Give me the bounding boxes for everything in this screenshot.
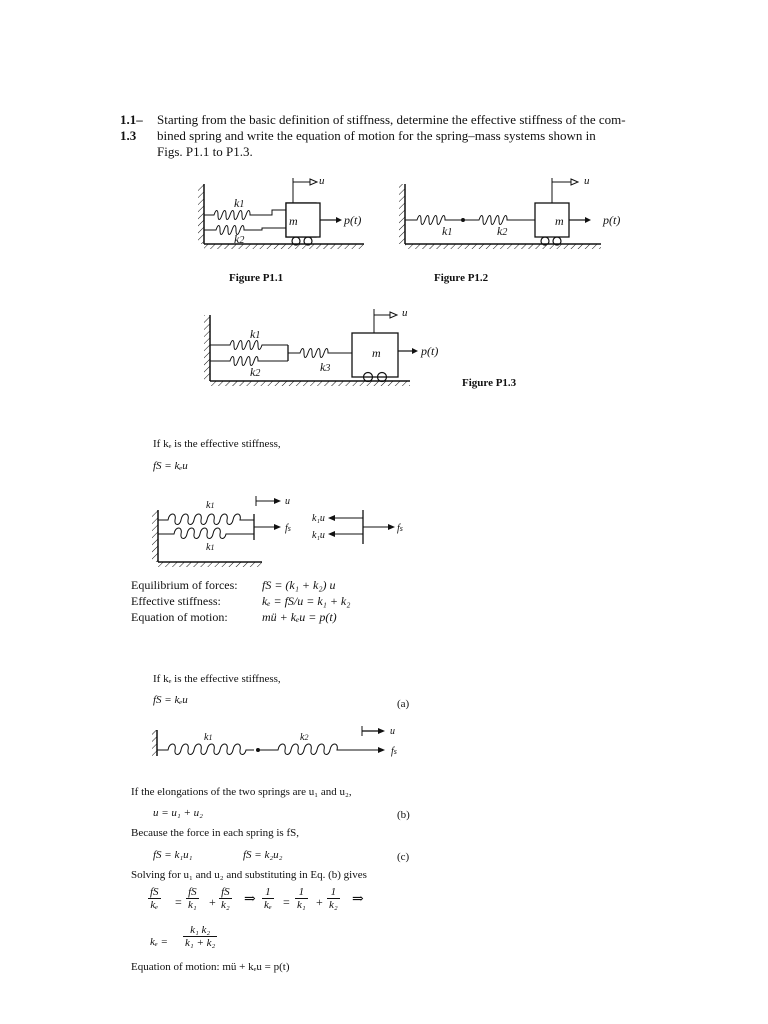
sol1-intro: If kₑ is the effective stiffness, bbox=[153, 438, 281, 450]
fig12-mass-label: m bbox=[555, 214, 564, 228]
frac-fs-over-k2: $\frac{fS}{\text{k₂}}$ bbox=[221, 886, 230, 911]
sol2-u-label: u bbox=[390, 726, 395, 737]
sol1-u-label: u bbox=[285, 496, 290, 507]
fig11-p-label: p(t) bbox=[344, 213, 362, 227]
sol2-eq-b: u = u₁ + u₂ bbox=[153, 807, 203, 819]
fig13-k2-label: k2 bbox=[250, 365, 261, 379]
sol2-k2-label: k2 bbox=[300, 732, 309, 743]
sol1-k1u-label: k₁u bbox=[312, 513, 325, 524]
figure-p1-2-diagram bbox=[395, 170, 615, 260]
frac-1-over-k2: $\frac{1}{\text{k₂}}$ bbox=[329, 886, 338, 911]
wall-hatch bbox=[198, 184, 204, 244]
problem-line-3: Figs. P1.1 to P1.3. bbox=[157, 144, 253, 159]
fig13-p-label: p(t) bbox=[421, 344, 439, 358]
spring-k2 bbox=[260, 744, 358, 755]
fig13-k3-label: k3 bbox=[320, 360, 331, 374]
sol1-row-label-2: Effective stiffness: bbox=[131, 594, 221, 608]
sol1-row-eq-2: kₑ = fS/u = k₁ + k₂ bbox=[262, 594, 351, 608]
sol2-eom: Equation of motion: mü + kₑu = p(t) bbox=[131, 961, 290, 973]
spring-k2 bbox=[204, 226, 286, 235]
frac-1-over-ke: $\frac{1}{\text{kₑ}}$ bbox=[264, 886, 272, 911]
u-arrow-head bbox=[310, 179, 317, 185]
sol1-k2-label: k1 bbox=[206, 542, 215, 553]
fig13-k1-label: k1 bbox=[250, 327, 261, 341]
sol2-force-text: Because the force in each spring is fS, bbox=[131, 827, 299, 839]
frac-fs-over-k1: $\frac{fS}{\text{k₁}}$ bbox=[188, 886, 197, 911]
spring-k1 bbox=[210, 341, 288, 350]
sol2-tag-c: (c) bbox=[397, 851, 410, 863]
sol2-tag-b: (b) bbox=[397, 809, 410, 821]
sol2-eq-c1: fS = k₁u₁ bbox=[153, 849, 193, 861]
frac-arrow-2: ⇒ bbox=[352, 892, 364, 907]
sol1-fs-right-label: fs bbox=[397, 523, 403, 534]
frac-fs-over-ke: $\frac{fS}{\text{kₑ}}$ bbox=[150, 886, 159, 911]
fig13-u-label: u bbox=[402, 307, 408, 319]
problem-line-2: bined spring and write the equation of motion for the spring–mass systems shown in bbox=[157, 128, 596, 143]
figure-p1-3-diagram bbox=[200, 305, 420, 395]
sol1-row-label-3: Equation of motion: bbox=[131, 610, 228, 624]
sol2-fs-eq: fS = kₑu bbox=[153, 694, 188, 706]
frac-plus-2: + bbox=[316, 895, 323, 909]
figure-p1-1-diagram bbox=[190, 170, 370, 260]
frac-arrow-1: ⇒ bbox=[244, 892, 256, 907]
fig11-k2-label: k2 bbox=[234, 232, 245, 246]
fig12-p-label: p(t) bbox=[603, 213, 621, 227]
ke-result-fraction: $\frac{\text{k₁ k₂}}{\text{k₁ + k₂}}$ bbox=[185, 924, 216, 949]
p-arrow-head bbox=[336, 217, 342, 223]
frac-eq-2: = bbox=[283, 895, 290, 909]
spring-k2 bbox=[210, 357, 288, 366]
sol2-solving-text: Solving for u₁ and u₂ and substituting in Eq. (b) gives bbox=[131, 869, 367, 881]
figure-caption-p1-3: Figure P1.3 bbox=[462, 377, 517, 389]
sol1-k2u-label: k₁u bbox=[312, 530, 325, 541]
sol2-intro: If kₑ is the effective stiffness, bbox=[153, 673, 281, 685]
problem-line-1: Starting from the basic definition of stiffness, determine the effective stiffness of the com- bbox=[157, 112, 626, 127]
sol2-fs-label: fs bbox=[391, 746, 397, 757]
sol2-elong-text: If the elongations of the two springs are u₁ and u₂, bbox=[131, 786, 352, 798]
sol1-row-label-1: Equilibrium of forces: bbox=[131, 578, 238, 592]
figure-caption-p1-1: Figure P1.1 bbox=[229, 272, 284, 284]
sol2-eq-c2: fS = k₂u₂ bbox=[243, 849, 283, 861]
spring-k3 bbox=[288, 349, 352, 358]
frac-1-over-k1: $\frac{1}{\text{k₁}}$ bbox=[297, 886, 306, 911]
sol1-fs-label: fs bbox=[285, 523, 291, 534]
spring-junction bbox=[461, 218, 465, 222]
sol1-k1-label: k1 bbox=[206, 500, 215, 511]
frac-plus-1: + bbox=[209, 895, 216, 909]
fig13-mass-label: m bbox=[372, 346, 381, 360]
fig11-u-label: u bbox=[319, 175, 325, 187]
spring-k1 bbox=[405, 216, 461, 225]
fig12-u-label: u bbox=[584, 175, 590, 187]
sol2-tag-a: (a) bbox=[397, 698, 410, 710]
fig11-k1-label: k1 bbox=[234, 196, 245, 210]
spring-k2 bbox=[158, 528, 254, 539]
problem-number-a: 1.1– bbox=[120, 112, 143, 127]
frac-eq-1: = bbox=[175, 895, 182, 909]
sol1-fs-eq: fS = kₑu bbox=[153, 460, 188, 472]
fig11-mass-label: m bbox=[289, 214, 298, 228]
fig12-k2-label: k2 bbox=[497, 224, 508, 238]
ke-result-lhs: kₑ = bbox=[150, 936, 168, 948]
sol1-row-eq-3: mü + kₑu = p(t) bbox=[262, 610, 337, 624]
sol2-k1-label: k1 bbox=[204, 732, 213, 743]
fig12-k1-label: k1 bbox=[442, 224, 453, 238]
sol2-fbd-diagram bbox=[150, 722, 410, 762]
sol1-row-eq-1: fS = (k₁ + k₂) u bbox=[262, 578, 336, 592]
spring-k1 bbox=[158, 514, 254, 525]
spring-k1 bbox=[157, 744, 254, 755]
spring-k1 bbox=[204, 210, 286, 220]
figure-caption-p1-2: Figure P1.2 bbox=[434, 272, 489, 284]
problem-number-b: 1.3 bbox=[120, 128, 137, 143]
